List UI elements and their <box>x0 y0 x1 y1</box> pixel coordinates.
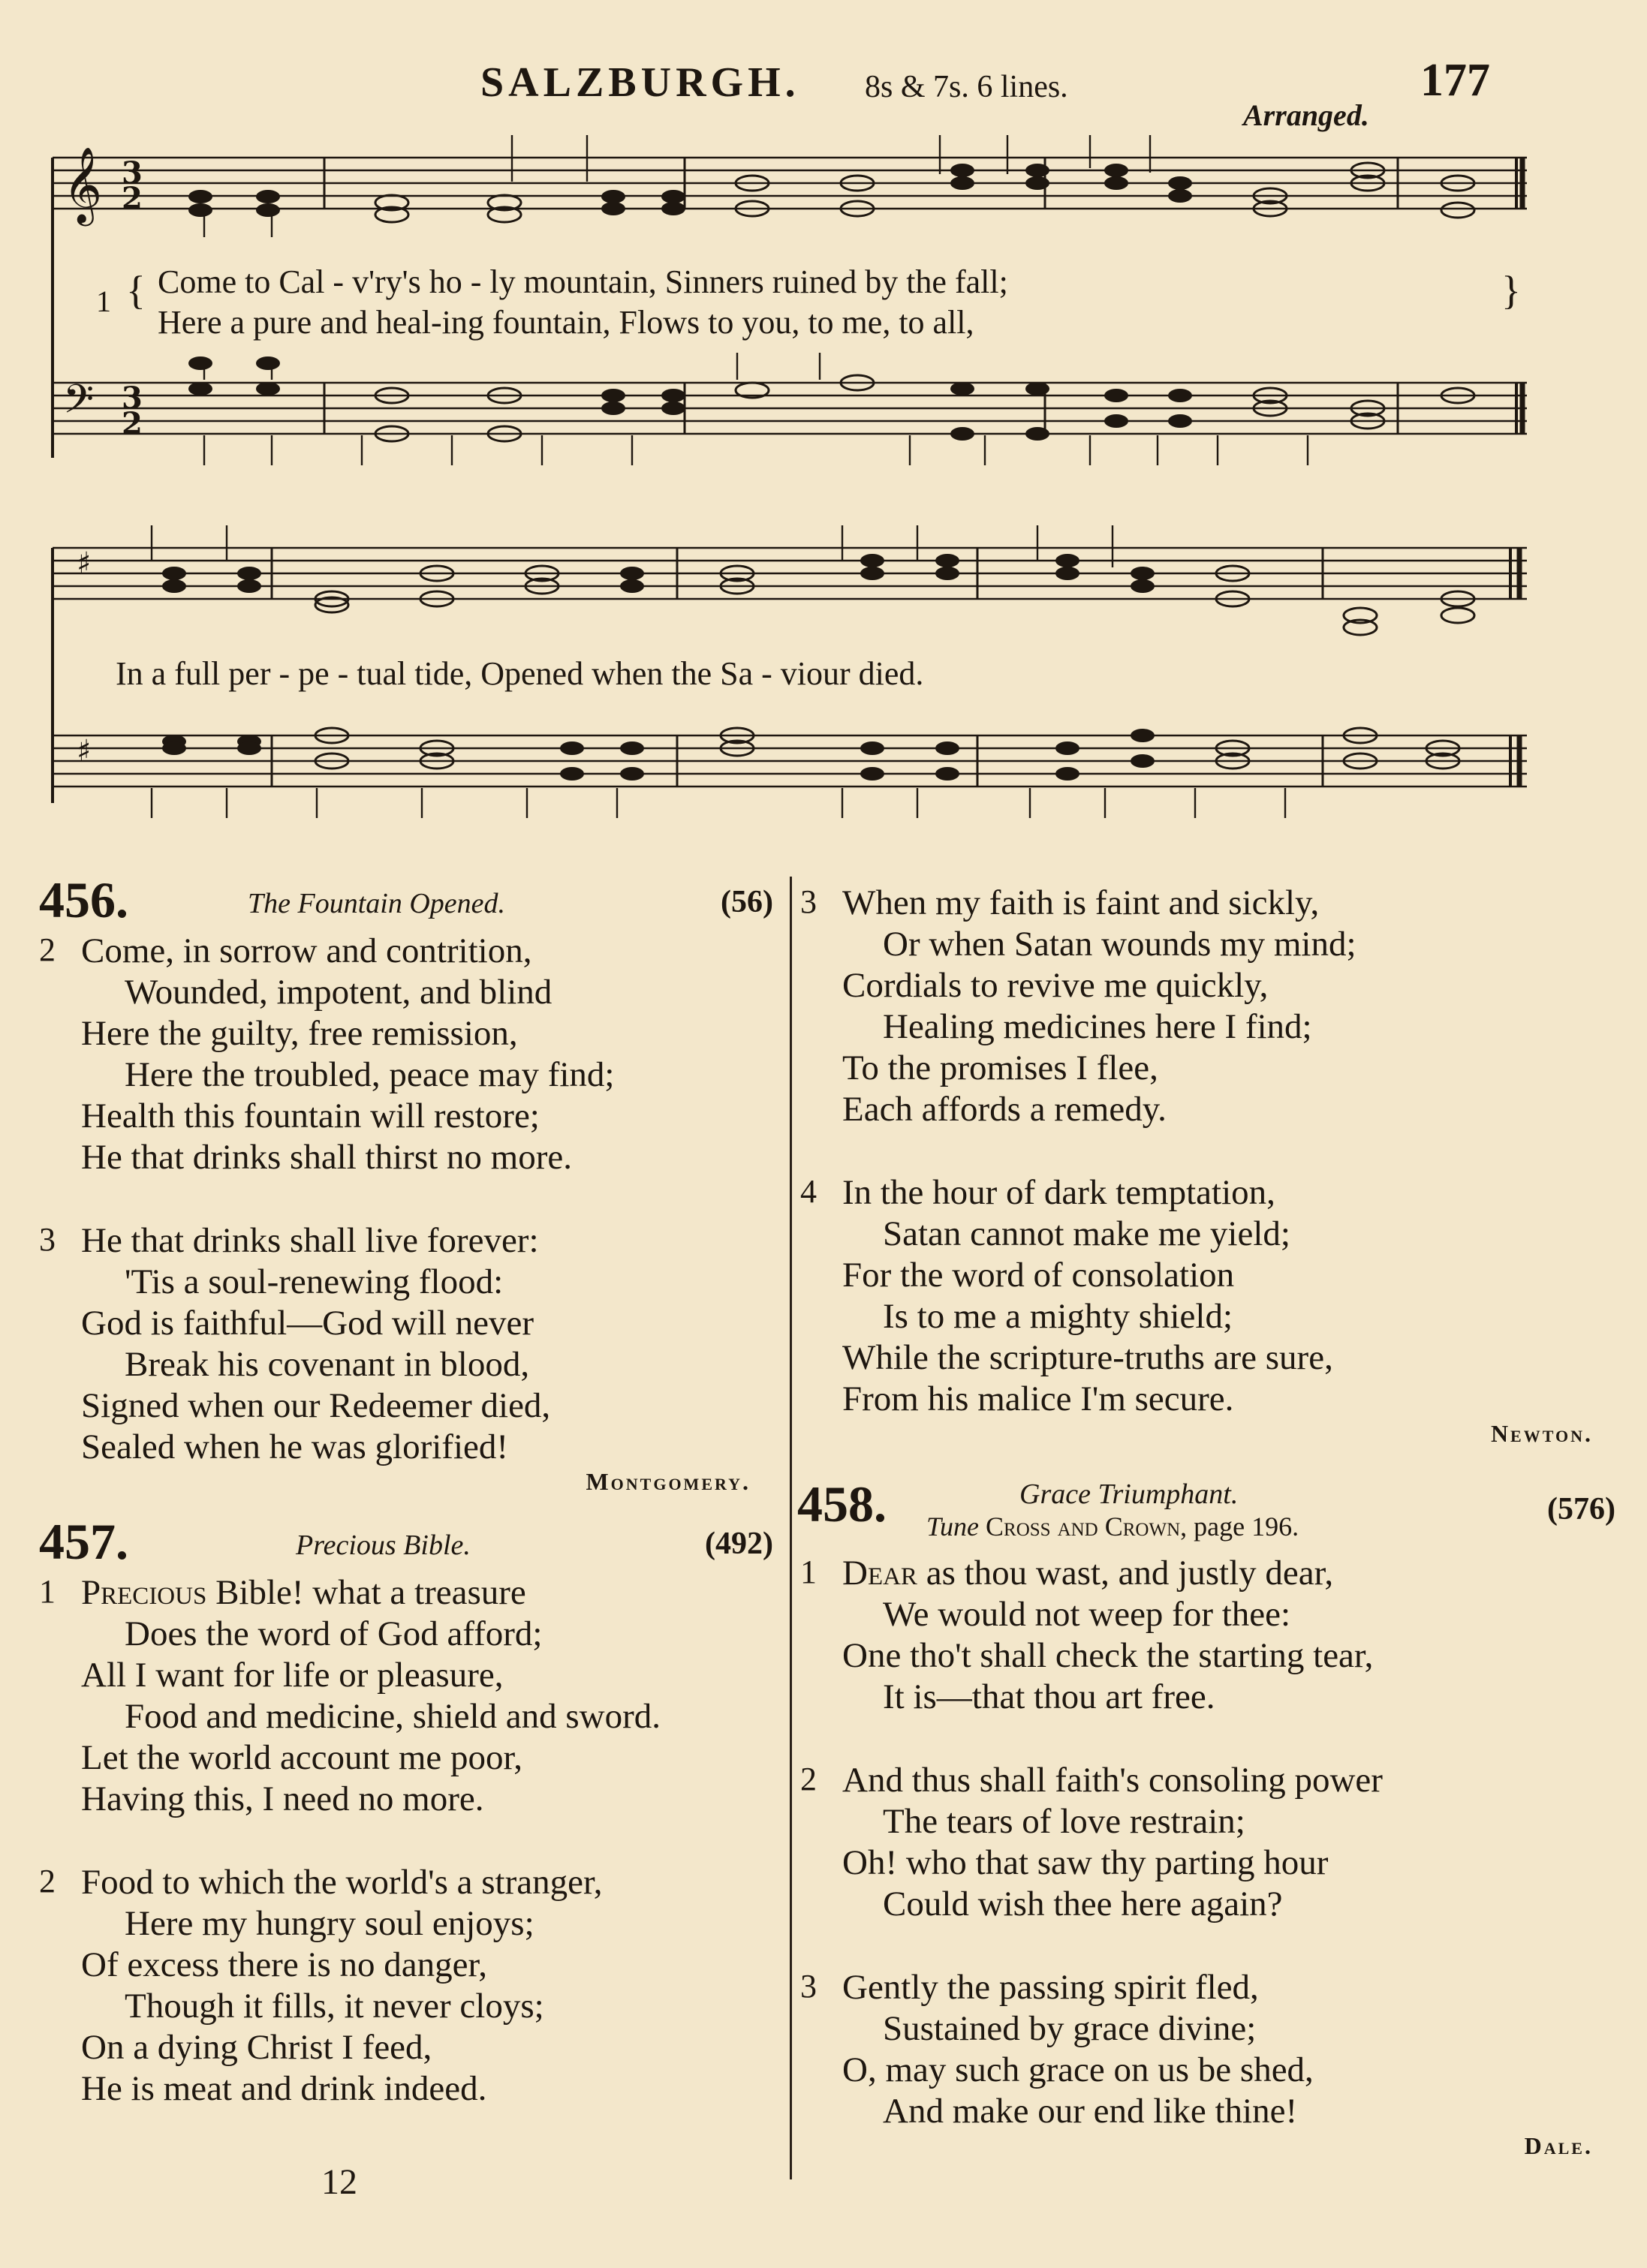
verse-line: He that drinks shall live forever: <box>81 1221 539 1260</box>
verse-line: We would not weep for thee: <box>883 1595 1291 1634</box>
stanza-number: 4 <box>800 1173 817 1210</box>
svg-text:3: 3 <box>122 381 143 416</box>
verse-line: Break his covenant in blood, <box>125 1345 530 1384</box>
verse-line: Wounded, impotent, and blind <box>125 973 553 1012</box>
verse-line: Sustained by grace divine; <box>883 2009 1257 2048</box>
stanza-number: 3 <box>800 1968 817 2005</box>
verse-line: Let the world account me poor, <box>81 1738 523 1777</box>
verse-line: Does the word of God afford; <box>125 1614 543 1653</box>
stanza <box>800 1553 1615 1718</box>
lyric-line-2: Here a pure and heal-ing fountain, Flows to you, to me, to all, <box>158 304 974 341</box>
verse-line: Oh! who that saw thy parting hour <box>842 1843 1329 1882</box>
left-column <box>36 871 773 2110</box>
verse-line: Here my hungry soul enjoys; <box>125 1904 534 1943</box>
hymn-458-header <box>797 1475 1615 1553</box>
hymn-number: 457. <box>39 1513 128 1570</box>
verse-line: And make our end like thine! <box>883 2092 1298 2131</box>
hymn-title: Grace Triumphant. <box>1019 1478 1239 1510</box>
verse-line: And thus shall faith's consoling power <box>842 1761 1383 1800</box>
verse-line: He that drinks shall thirst no more. <box>81 1138 572 1177</box>
svg-text:3: 3 <box>122 155 143 191</box>
right-column <box>797 883 1615 2160</box>
tune-reference: Tune Cross and Crown, page 196. <box>926 1511 1299 1542</box>
stanza <box>800 883 1615 1130</box>
verse-line: While the scripture-truths are sure, <box>842 1338 1333 1377</box>
verse-line: Food and medicine, shield and sword. <box>125 1697 661 1736</box>
stanza <box>800 1172 1615 1420</box>
stanza <box>39 1862 773 2110</box>
verse-line: In the hour of dark temptation, <box>842 1173 1275 1212</box>
arranged-label: Arranged. <box>1243 98 1369 132</box>
author-credit: Montgomery. <box>586 1468 751 1495</box>
hymn-title: The Fountain Opened. <box>248 888 506 919</box>
svg-text:𝄢: 𝄢 <box>63 377 95 432</box>
verse-line: Of excess there is no danger, <box>81 1945 488 1984</box>
stanza-number: 2 <box>800 1761 817 1797</box>
svg-text:2: 2 <box>122 406 143 441</box>
stanza-number: 2 <box>39 1863 56 1900</box>
signature-mark: 12 <box>321 2162 357 2202</box>
hymn-number: 458. <box>797 1475 887 1533</box>
verse-line: Precious Bible! what a treasure <box>81 1573 526 1612</box>
stanza <box>39 1220 773 1468</box>
verse-line: Satan cannot make me yield; <box>883 1214 1290 1253</box>
lyric-brace-right: } <box>1501 268 1521 313</box>
svg-text:2: 2 <box>122 181 143 216</box>
svg-text:♯: ♯ <box>77 733 92 769</box>
verse-line: On a dying Christ I feed, <box>81 2028 432 2067</box>
verse-line: When my faith is faint and sickly, <box>842 883 1320 922</box>
svg-text:♯: ♯ <box>77 546 92 581</box>
hymn-number: 456. <box>39 871 128 928</box>
stanza <box>800 1760 1615 1925</box>
stanza-number: 3 <box>800 883 817 920</box>
stanza-number: 1 <box>800 1554 817 1590</box>
author-credit: Newton. <box>1490 1420 1593 1447</box>
hymn-ref: (56) <box>721 885 773 919</box>
verse-line: Or when Satan wounds my mind; <box>883 925 1356 964</box>
hymn-ref: (492) <box>705 1527 773 1561</box>
stanza <box>39 1572 773 1820</box>
verse-line: One tho't shall check the starting tear, <box>842 1636 1374 1675</box>
lyric-line-1: Come to Cal - v'ry's ho - ly mountain, Sinners ruined by the fall; <box>158 263 1008 300</box>
verse-line: For the word of consolation <box>842 1256 1235 1295</box>
verse-line: To the promises I flee, <box>842 1048 1158 1087</box>
verse-line: From his malice I'm secure. <box>842 1379 1234 1418</box>
verse-line: Health this fountain will restore; <box>81 1096 540 1136</box>
verse-line: The tears of love restrain; <box>883 1802 1245 1841</box>
verse-line: 'Tis a soul-renewing flood: <box>125 1262 504 1301</box>
hymn-457-header <box>36 1512 773 1572</box>
stanza-number: 1 <box>39 1573 56 1610</box>
lyric-brace-left: { <box>126 268 146 313</box>
svg-text:𝄞: 𝄞 <box>63 146 103 223</box>
verse-line: Having this, I need no more. <box>81 1779 484 1818</box>
column-divider <box>790 877 792 2179</box>
stanza-number: 3 <box>39 1221 56 1258</box>
verse-line: Healing medicines here I find; <box>883 1007 1312 1046</box>
stanza <box>39 931 773 1178</box>
verse-line: Gently the passing spirit fled, <box>842 1968 1259 2007</box>
hymn-title: Precious Bible. <box>296 1530 471 1561</box>
author-credit: Dale. <box>1524 2132 1593 2159</box>
verse-line: Each affords a remedy. <box>842 1090 1167 1129</box>
verse-line: Though it fills, it never cloys; <box>125 1987 544 2026</box>
verse-line: Dear as thou wast, and justly dear, <box>842 1554 1334 1593</box>
tune-title: SALZBURGH. <box>480 59 800 106</box>
verse-line: Signed when our Redeemer died, <box>81 1386 551 1425</box>
verse-line: Could wish thee here again? <box>883 1884 1283 1924</box>
first-word: Dear <box>842 1554 917 1593</box>
verse-line: All I want for life or pleasure, <box>81 1656 504 1695</box>
verse-line: Come, in sorrow and contrition, <box>81 931 532 970</box>
page-number: 177 <box>1420 55 1490 106</box>
first-word: Precious <box>81 1573 207 1612</box>
stanza <box>800 1967 1615 2132</box>
verse-line: He is meat and drink indeed. <box>81 2069 487 2108</box>
meter-label: 8s & 7s. 6 lines. <box>865 70 1068 104</box>
verse-line: O, may such grace on us be shed, <box>842 2050 1314 2089</box>
verse-line: Cordials to revive me quickly, <box>842 966 1269 1005</box>
hymn-ref: (576) <box>1547 1492 1615 1527</box>
lyric-line-3: In a full per - pe - tual tide, Opened when the Sa - viour died. <box>116 655 924 692</box>
verse-line: Here the guilty, free remission, <box>81 1014 518 1053</box>
verse-line: It is—that thou art free. <box>883 1677 1215 1716</box>
verse-number: 1 <box>96 284 111 318</box>
hymn-456-header <box>36 871 773 931</box>
verse-line: Here the troubled, peace may find; <box>125 1055 615 1094</box>
verse-line: Food to which the world's a stranger, <box>81 1863 603 1902</box>
verse-line: Sealed when he was glorified! <box>81 1427 509 1466</box>
verse-line: God is faithful—God will never <box>81 1304 534 1343</box>
stanza-number: 2 <box>39 931 56 968</box>
verse-line: Is to me a mighty shield; <box>883 1297 1233 1336</box>
